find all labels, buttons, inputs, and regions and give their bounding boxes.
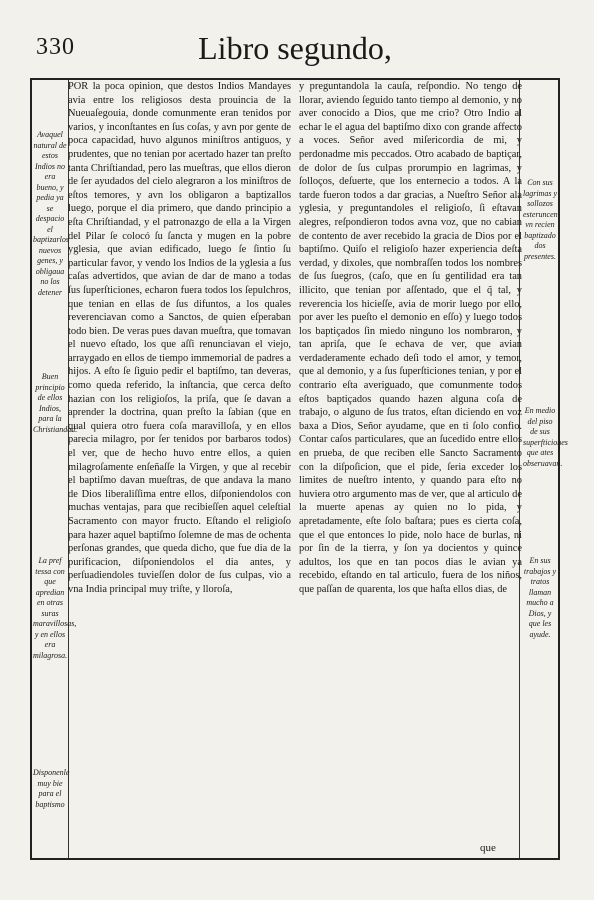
margin-note-right-3: En sus trabajos y tratos llaman mucho a Dios, y que les ayude. (523, 556, 557, 639)
margin-note-left-1: Avaquel natural de estos Indios no era bueno, y pedia ya se despacio el baptizarlos nuevos genes, y obligaua no los detener (33, 130, 70, 297)
running-title: Libro segundo, (198, 30, 392, 66)
page-header (30, 30, 560, 78)
folio-number: 330 (36, 34, 75, 60)
text-column-left (68, 80, 291, 840)
margin-note-right-2: En medio del piso de sus superfticiones que ates obseruavan. (523, 406, 568, 468)
column-text: POR la poca opinion, que destos Indios Mandayes avia entre los religiosos desta prouincia de la Nueuaſegouia, donde comunmente eran tenidos por varios, y inconſtantes en ſus coſas, y avn por gente de poca capacidad, huvo algunos miniſtros antiguos, y prudentes, que no tenian por acertado hazer tan preſto tanta Chriſtiandad, pero las mueſtras, que ellos dieron de ſer ayudados del cielo alegraron a los miniſtros de eſtos temores, y avn los obligaron a baptizallos luego, porque el dia primero, que dando principio a eſta Chriſtiandad, y el patronazgo de ella a la Virgen del Pilar ſe colocó ſu ſancta y mugen en la pobre yglesia, que avian edificado, luego ſe ſintio ſu particular favor, y vendo los Indios de la yglesia a ſus caſas advertidos, que avian de dar de mano a todas ſus ſuperſticiones, echaron fuera todos los ſepulchros, que tenian en ellas de ſus difuntos, a los quales reverenciavan como a Sanctos, de quien eſperaban todo bien. De veras pues davan mueſtra, que tomavan el nuevo eſtado, los que aſſi renunciavan el viejo, arraygado en ellos de tiempo immemorial de padres a hijos. A eſto ſe ſiguio pedir el baptiſmo, tan deveras, como queda referido, la inſtancia, que cerca deſto hazian con los religioſos, la priſa, que ſe davan a aprender la doctrina, quan preſto la ſabian (que en qual quiera otro fuera coſa maravilloſa, y en ellos parecia milagro, por ſer tenidos por barbaros todos) el ver, que de hecho huvo entre ellos, a quien milagroſamente enſeñaſſe la Virgen, y que al recebir el baptiſmo davan mueſtras, de que andava la mano de Dios liberaliſſima entre ellos, diſponiendolos con muchas ventajas, para que recibieſſen aquel celeſtial Sacramento con mayor fructo. Eſtando el religioſo para hazer aquel baptiſmo ſolemne de mas de ochenta perſonas grandes, que queda dicho, que fue dia de la purificacion, diſponiendolos el dia antes, y perſuadiendoles tuvieſſen dolor de ſus culpas, vio a vna India principal muy triſte, y lloroſa, (68, 81, 291, 595)
margin-note-right-1: Con sus lagrimas y sollozos esteruncen vn recien baptizado dos presentes. (523, 178, 558, 261)
text-columns (68, 80, 522, 840)
text-column-right (299, 80, 522, 840)
margin-note-left-3: La pref tessa con que apredian en otras suras maravillosas, y en ellos era milagrosa. (33, 556, 77, 660)
margin-note-left-2: Buen principio de ellos Indios, para la Christiandad. (33, 372, 78, 434)
margin-note-left-4: Disponenle muy bie para el baptismo (33, 768, 70, 809)
column-text: y preguntandola la cauſa, reſpondio. No tengo de llorar, aviendo ſeguido tanto tiempo al demonio, y no aver conocido a Dios, que me crio? Otro Indio al echar le el agua del baptiſmo dixo con grande affecto a voces. Señor aved miſericordia de mi, y perdonadme mis peccados. Otro acabado de baptiçar, de dolor de ſus culpas prorumpio en lagrimas, y ſolloços, deſuerte, que los enternecio a todos. A la tarde fueron todos a dar gracias, a Nueſtro Señor ala yglesia, y preguntandoles el religioſo, ſi eſtavan alegres, reſpondieron todos avna voz, que no cabian de contento de aver recebido la gracia de Dios por el baptiſmo. Quiſo el religioſo hazer experiencia deſta verdad, y dixoles, que nombraſſen todos los nombres de ſus ſuegros, (caſo, que en ſu gentilidad era tan illicito, que tenian por aſſentado, que el q̃ tal, y reverencia los hicieſſe, avia de morir luego por ello, por aver les pueſto el demonio en eſſo) y luego todos los baptiçados ſin miedo ninguno los nombraron, y tan apriſa, que ſe echava de ver, que avian verdaderamente echado deſi todo el amor, y temor, que al demonio, y a ſus ſuperſticiones tenian, y por el contrario eſta averiguado, que comunmente todos eſtos baptiçados quando hazen alguna coſa de trabajo, o alguno de ſus tratos, eſtan diciendo en voz baxa a Dios, Señor ayudame, que en ti ſolo confio. Contar caſos particulares, que an ſucedido entre ellos en prueba, de que reciben elle Sancto Sacramento con la diſpoſicion, que el pide, ſeria exceder los limites de nueſtro intento, y quando para eſto no huviera otro argumento mas de ver, que al articulo de la muerte apenas ay quien no lo pida, y apretadamente, eſte ſolo baſtara; pues es cierta coſa, que el que entonces lo pide, nolo hace de burlas, ni por ſin de la tierra, y ſon ya docientos y quince adultos, los que en tan pocos dias le avian ya recebido, eſtando en tal articulo, fuera de los niños, que paſſan de quarenta, los que haſta ellos dias, de (299, 81, 522, 595)
catchword: que (480, 842, 496, 854)
